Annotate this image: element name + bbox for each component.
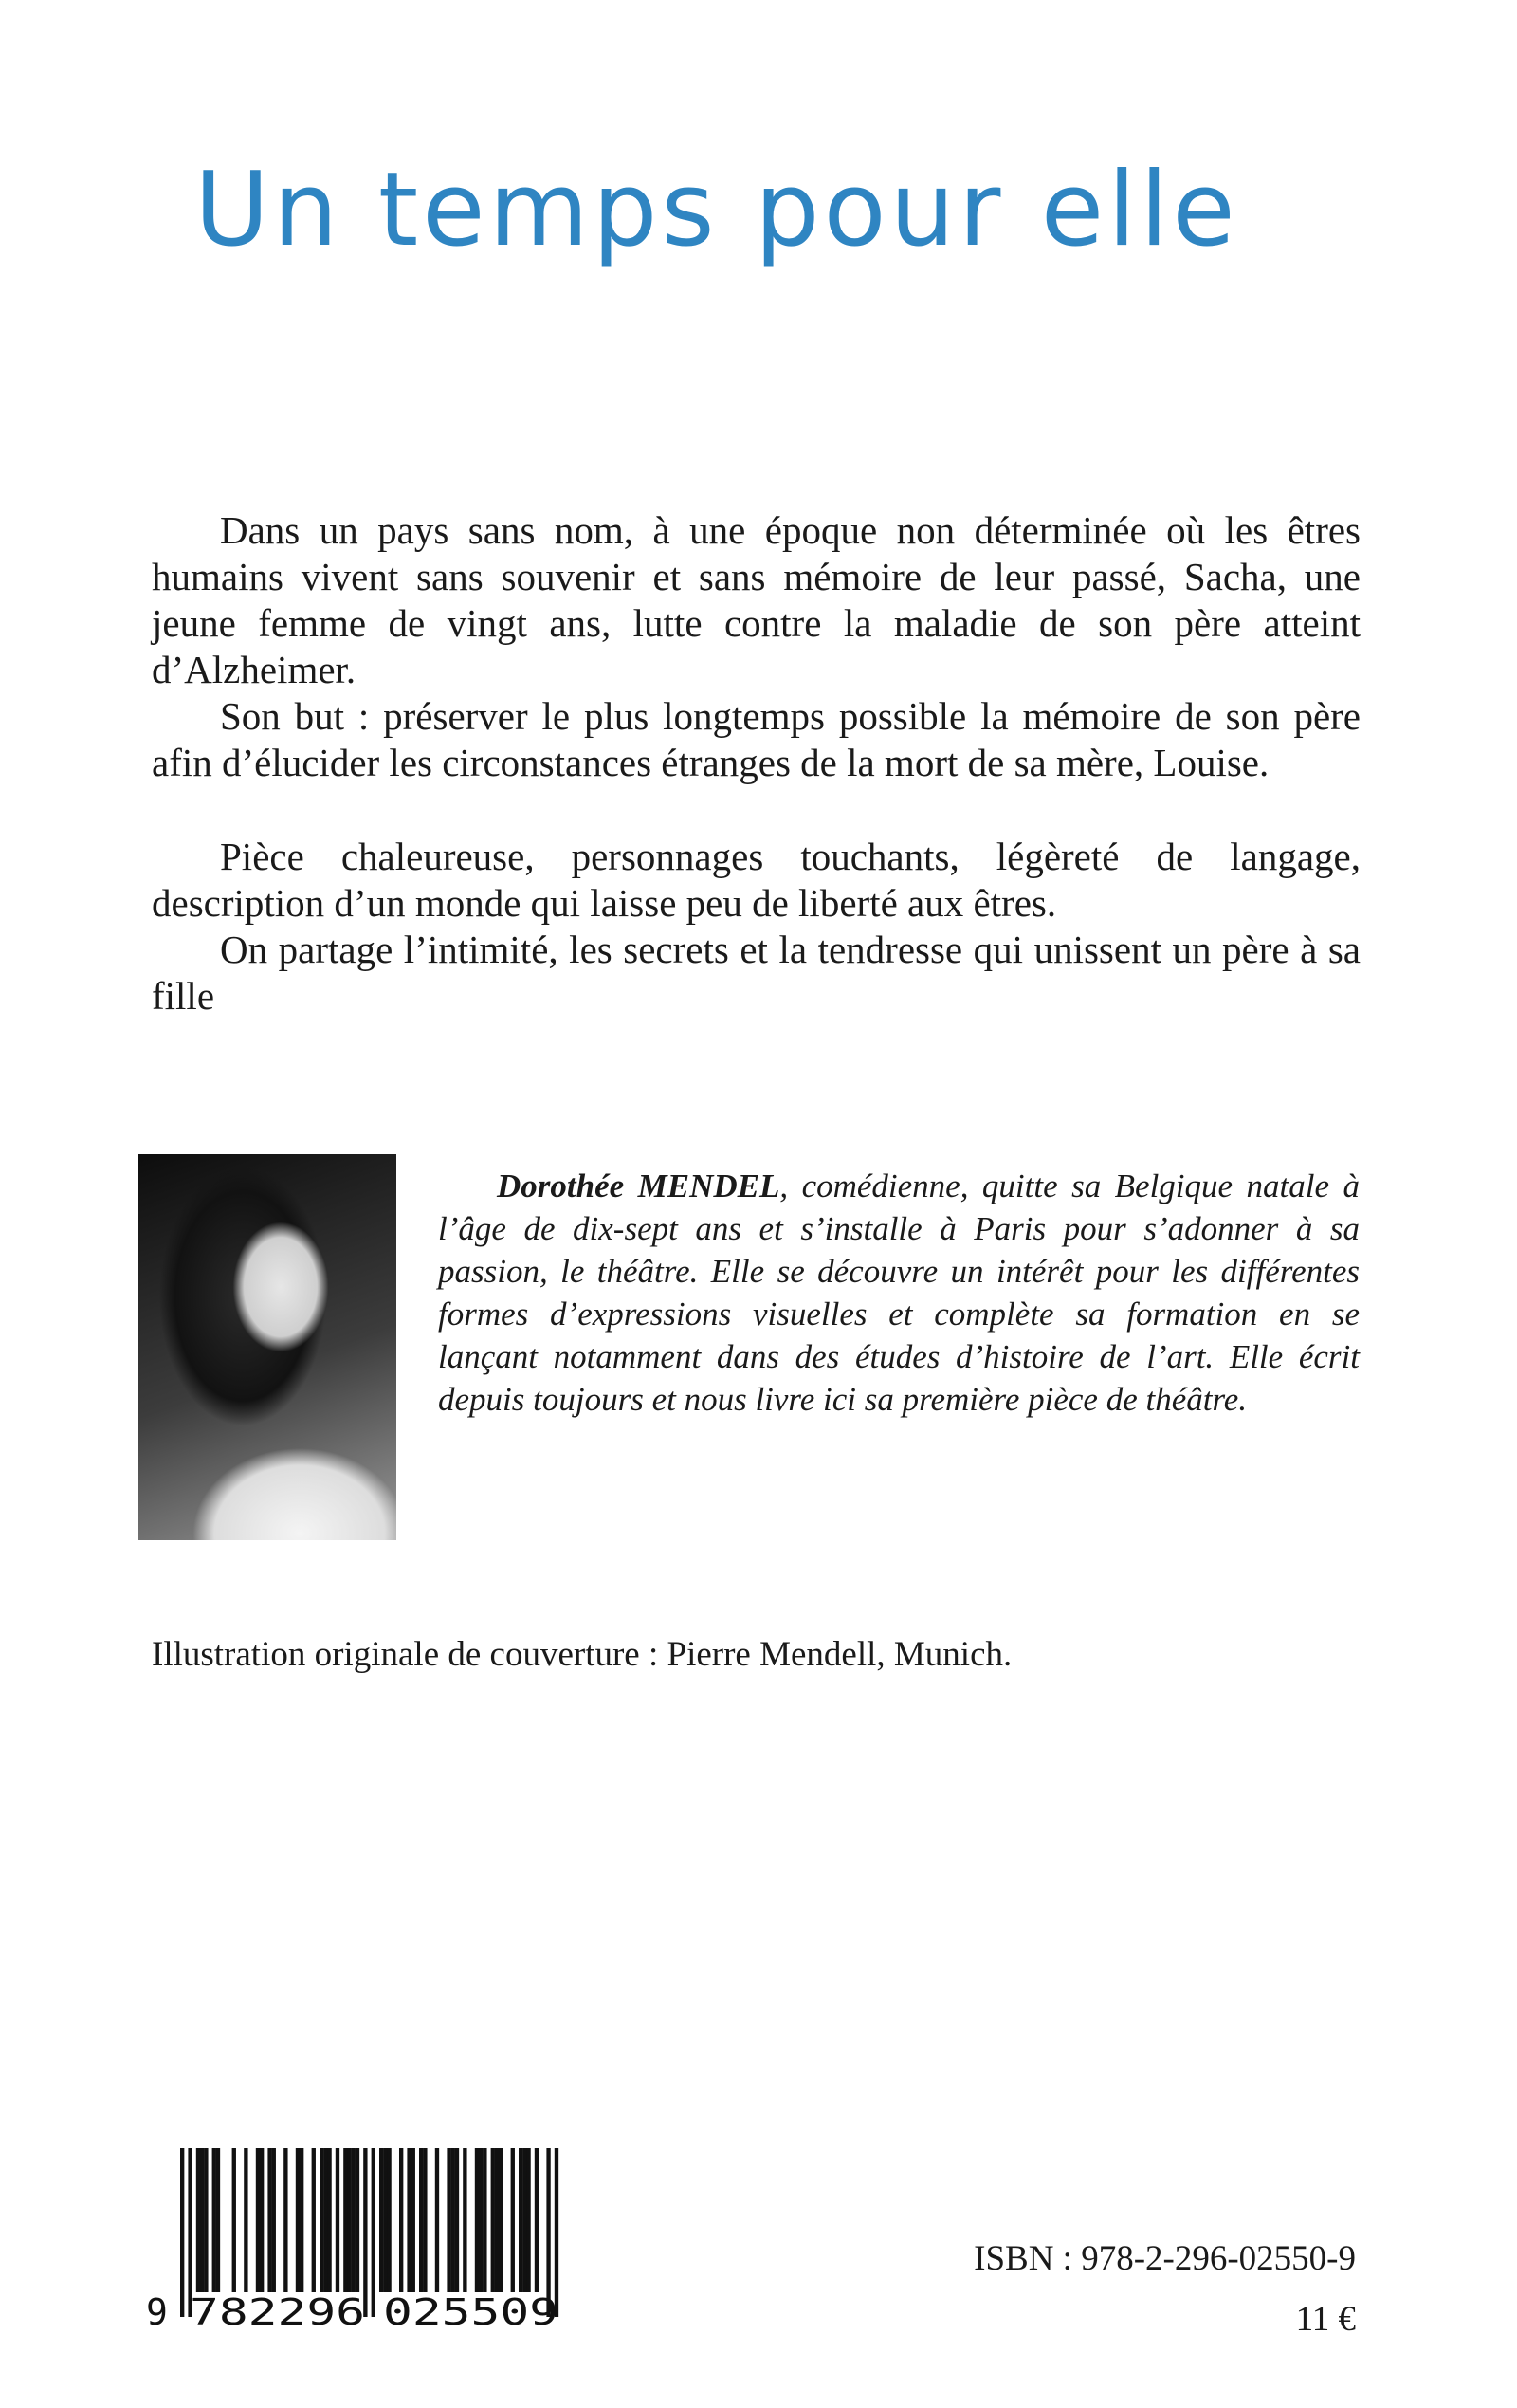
barcode-bar [327, 2148, 331, 2292]
barcode-bar [196, 2148, 200, 2292]
barcode-bar [455, 2148, 459, 2292]
barcode-bar [260, 2148, 264, 2292]
price: 11 € [1295, 2300, 1356, 2339]
barcode-right-digits: 025509 [383, 2291, 558, 2328]
author-bio-text: , comédienne, quitte sa Belgique natale à l’âge de dix-sept ans et s’installe à Paris pour s’adonner à sa passion, le théâtre. Elle se découvre un intérêt pour les différentes formes d’expressions visuelles et complète sa formation en se lançant notamment dans des études d’histoire de l’art. Elle écrit depuis toujours et nous livre ici sa première pièce de théâtre. [438, 1167, 1360, 1418]
barcode-bar [495, 2148, 499, 2292]
barcode-bar [347, 2148, 351, 2292]
barcode-bar [463, 2148, 466, 2292]
author-name: Dorothée MENDEL [497, 1167, 780, 1204]
synopsis-paragraph: Son but : préserver le plus longtemps possible la mémoire de son père afin d’élucider les circonstances étranges de la mort de sa mère, Louise. [152, 694, 1361, 784]
barcode-bar [323, 2148, 327, 2292]
barcode-bar [435, 2148, 439, 2292]
barcode-bar [479, 2148, 483, 2292]
barcode-bar [519, 2148, 522, 2292]
barcode-bar [383, 2148, 387, 2292]
barcode-bar [447, 2148, 450, 2292]
synopsis [152, 507, 1361, 1020]
barcode-left-digits: 782296 [190, 2291, 365, 2328]
barcode-bar [451, 2148, 455, 2292]
barcode-bar [356, 2148, 359, 2292]
barcode-bar [244, 2148, 247, 2292]
author-photo [138, 1154, 396, 1540]
barcode-bar [372, 2148, 375, 2317]
barcode-bar [204, 2148, 208, 2292]
barcode-bar [212, 2148, 216, 2292]
barcode-bar [407, 2148, 411, 2292]
barcode-bar [343, 2148, 347, 2292]
barcode-bar [283, 2148, 287, 2292]
barcode-bar [511, 2148, 515, 2292]
barcode-lead-digit: 9 [146, 2291, 168, 2328]
author-bio [438, 1165, 1360, 1421]
barcode-bar [232, 2148, 236, 2292]
barcode-bar [522, 2148, 526, 2292]
barcode-bar [535, 2148, 539, 2292]
barcode-bar [300, 2148, 303, 2292]
barcode-bar [475, 2148, 479, 2292]
barcode-bar [320, 2148, 323, 2292]
illustration-credit: Illustration originale de couverture : Pierre Mendell, Munich. [152, 1635, 1013, 1674]
synopsis-paragraph: Dans un pays sans nom, à une époque non déterminée où les êtres humains vivent sans souvenir et sans mémoire de leur passé, Sacha, une jeune femme de vingt ans, lutte contre la maladie de son père atteint d’Alzheimer. [152, 508, 1361, 691]
barcode-bar [483, 2148, 486, 2292]
barcode-bar [180, 2148, 184, 2317]
barcode-bar [352, 2148, 356, 2292]
barcode-bar [491, 2148, 495, 2292]
barcode-bar [423, 2148, 427, 2292]
barcode-bar [411, 2148, 415, 2292]
barcode-bar [200, 2148, 204, 2292]
barcode [144, 2148, 599, 2328]
barcode-bar [272, 2148, 276, 2292]
barcode-bar [216, 2148, 220, 2292]
book-title: Un temps pour elle [194, 151, 1239, 269]
barcode-bar [399, 2148, 403, 2292]
barcode-bar [336, 2148, 339, 2292]
isbn: ISBN : 978-2-296-02550-9 [974, 2239, 1356, 2278]
barcode-bar [312, 2148, 316, 2292]
barcode-bar [526, 2148, 530, 2292]
barcode-bar [256, 2148, 260, 2292]
synopsis-paragraph: On partage l’intimité, les secrets et la tendresse qui unissent un père à sa fille [152, 928, 1361, 1018]
synopsis-paragraph: Pièce chaleureuse, personnages touchants, légèreté de langage, description d’un monde qui laisse peu de liberté aux êtres. [152, 835, 1361, 925]
barcode-bar [387, 2148, 391, 2292]
barcode-bar [267, 2148, 271, 2292]
barcode-bar [419, 2148, 423, 2292]
barcode-bar [499, 2148, 503, 2292]
barcode-bar [379, 2148, 383, 2292]
barcode-bar [296, 2148, 300, 2292]
